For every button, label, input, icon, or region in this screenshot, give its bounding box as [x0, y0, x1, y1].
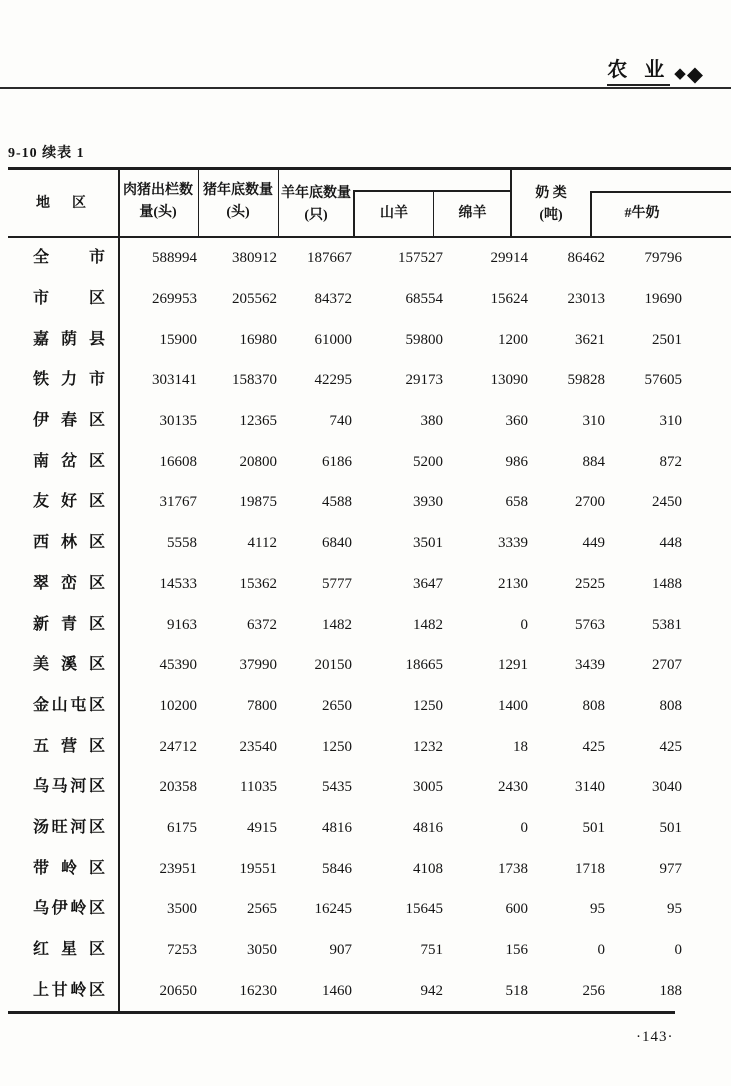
- diamond-icon: ◆: [674, 66, 686, 82]
- value-cow-milk: 3040: [652, 779, 682, 796]
- value-sheep-yearend: 42295: [314, 372, 352, 389]
- value-pigs-slaughtered: 20358: [159, 779, 197, 796]
- table-continuation-note: 9-10 续表 1: [8, 146, 85, 161]
- value-sheep: 1291: [498, 657, 528, 674]
- value-sheep: 13090: [490, 372, 528, 389]
- cow-milk-box-top: [590, 191, 731, 193]
- value-milk: 808: [582, 697, 605, 714]
- value-sheep: 360: [505, 413, 528, 430]
- value-pigs-yearend: 23540: [239, 738, 277, 755]
- region-name: 翠峦区: [33, 574, 105, 592]
- value-pigs-yearend: 15362: [239, 575, 277, 592]
- value-cow-milk: 2707: [652, 657, 682, 674]
- value-pigs-yearend: 2565: [247, 901, 277, 918]
- value-milk: 59828: [567, 372, 605, 389]
- value-pigs-yearend: 12365: [239, 413, 277, 430]
- region-name: 全市: [33, 249, 105, 267]
- value-sheep-yearend: 1482: [322, 616, 352, 633]
- value-milk: 2700: [575, 494, 605, 511]
- value-milk: 3621: [575, 331, 605, 348]
- value-pigs-slaughtered: 45390: [159, 657, 197, 674]
- value-sheep-yearend: 5435: [322, 779, 352, 796]
- table-row: [8, 645, 731, 686]
- goat-sheep-box-top: [353, 190, 511, 192]
- header-sheep: 绵羊: [458, 206, 487, 221]
- value-cow-milk: 57605: [644, 372, 682, 389]
- value-sheep: 518: [505, 982, 528, 999]
- value-sheep-yearend: 61000: [314, 331, 352, 348]
- value-cow-milk: 501: [659, 819, 682, 836]
- table-row: [8, 970, 731, 1011]
- value-pigs-slaughtered: 5558: [167, 535, 197, 552]
- value-pigs-yearend: 7800: [247, 697, 277, 714]
- goat-sheep-box-divider: [433, 191, 434, 236]
- page-header-rule: [0, 87, 731, 89]
- value-pigs-slaughtered: 23951: [159, 860, 197, 877]
- header-cow-milk: #牛奶: [624, 206, 660, 221]
- value-pigs-slaughtered: 20650: [159, 982, 197, 999]
- table-row: [8, 808, 731, 849]
- value-goats: 3501: [413, 535, 443, 552]
- value-cow-milk: 5381: [652, 616, 682, 633]
- value-sheep: 15624: [490, 291, 528, 308]
- value-goats: 1250: [413, 697, 443, 714]
- value-pigs-yearend: 4915: [247, 819, 277, 836]
- value-pigs-yearend: 4112: [247, 535, 277, 552]
- region-name: 上甘岭区: [33, 981, 105, 999]
- value-milk: 23013: [567, 291, 605, 308]
- header-pigs-yearend-unit: (头): [226, 205, 250, 220]
- value-pigs-yearend: 19875: [239, 494, 277, 511]
- value-goats: 157527: [398, 250, 443, 267]
- value-sheep: 2130: [498, 575, 528, 592]
- value-pigs-yearend: 380912: [232, 250, 277, 267]
- value-sheep: 1400: [498, 697, 528, 714]
- value-sheep-yearend: 20150: [314, 657, 352, 674]
- value-goats: 751: [420, 942, 443, 959]
- region-name: 南岔区: [33, 452, 105, 470]
- value-sheep-yearend: 4816: [322, 819, 352, 836]
- value-pigs-slaughtered: 24712: [159, 738, 197, 755]
- region-name: 汤旺河区: [33, 818, 105, 836]
- value-cow-milk: 872: [659, 453, 682, 470]
- table-row: [8, 726, 731, 767]
- table-row: [8, 604, 731, 645]
- value-pigs-yearend: 3050: [247, 942, 277, 959]
- value-sheep: 986: [505, 453, 528, 470]
- value-milk: 425: [582, 738, 605, 755]
- region-name: 美溪区: [33, 656, 105, 674]
- value-pigs-yearend: 205562: [232, 291, 277, 308]
- value-cow-milk: 19690: [644, 291, 682, 308]
- value-cow-milk: 977: [659, 860, 682, 877]
- diamond-icon: ◆: [686, 62, 703, 86]
- header-sheep-yearend: 羊年底数量: [281, 186, 351, 201]
- value-milk: 5763: [575, 616, 605, 633]
- region-name: 市区: [33, 290, 105, 308]
- value-goats: 3005: [413, 779, 443, 796]
- value-goats: 4108: [413, 860, 443, 877]
- value-goats: 5200: [413, 453, 443, 470]
- value-cow-milk: 448: [659, 535, 682, 552]
- value-sheep: 2430: [498, 779, 528, 796]
- value-pigs-slaughtered: 10200: [159, 697, 197, 714]
- value-pigs-yearend: 158370: [232, 372, 277, 389]
- region-name: 带岭区: [33, 859, 105, 877]
- region-name: 五营区: [33, 737, 105, 755]
- region-name: 金山屯区: [33, 696, 105, 714]
- table-row: [8, 482, 731, 523]
- table-body: [8, 238, 731, 1011]
- table-row: [8, 401, 731, 442]
- column-divider: [198, 169, 199, 237]
- value-pigs-slaughtered: 30135: [159, 413, 197, 430]
- value-milk: 1718: [575, 860, 605, 877]
- value-sheep-yearend: 4588: [322, 494, 352, 511]
- value-sheep-yearend: 1250: [322, 738, 352, 755]
- value-pigs-slaughtered: 16608: [159, 453, 197, 470]
- value-cow-milk: 95: [667, 901, 682, 918]
- value-milk: 256: [582, 982, 605, 999]
- value-cow-milk: 79796: [644, 250, 682, 267]
- value-sheep: 658: [505, 494, 528, 511]
- value-pigs-slaughtered: 7253: [167, 942, 197, 959]
- value-sheep: 156: [505, 942, 528, 959]
- value-goats: 68554: [405, 291, 443, 308]
- value-pigs-slaughtered: 15900: [159, 331, 197, 348]
- value-cow-milk: 808: [659, 697, 682, 714]
- value-milk: 501: [582, 819, 605, 836]
- table-row: [8, 238, 731, 279]
- value-pigs-yearend: 37990: [239, 657, 277, 674]
- value-sheep: 3339: [498, 535, 528, 552]
- value-goats: 29173: [405, 372, 443, 389]
- value-sheep: 600: [505, 901, 528, 918]
- table-row: [8, 889, 731, 930]
- cow-milk-box-left: [590, 191, 592, 236]
- value-sheep-yearend: 740: [329, 413, 352, 430]
- value-sheep-yearend: 1460: [322, 982, 352, 999]
- value-pigs-slaughtered: 588994: [152, 250, 197, 267]
- value-sheep: 0: [520, 616, 528, 633]
- region-name: 友好区: [33, 493, 105, 511]
- table-row: [8, 686, 731, 727]
- region-name: 乌马河区: [33, 778, 105, 796]
- value-sheep: 1200: [498, 331, 528, 348]
- header-pigs-yearend: 猪年底数量: [203, 183, 273, 198]
- value-cow-milk: 188: [659, 982, 682, 999]
- table-row: [8, 360, 731, 401]
- value-goats: 59800: [405, 331, 443, 348]
- value-sheep-yearend: 84372: [314, 291, 352, 308]
- value-pigs-yearend: 11035: [240, 779, 277, 796]
- value-sheep: 29914: [490, 250, 528, 267]
- value-cow-milk: 1488: [652, 575, 682, 592]
- table-top-border: [8, 167, 731, 170]
- table-row: [8, 441, 731, 482]
- value-goats: 380: [420, 413, 443, 430]
- header-region: 地区: [36, 196, 86, 211]
- page-number: ·143·: [636, 1029, 674, 1045]
- header-milk-unit: (吨): [539, 208, 563, 223]
- region-name: 乌伊岭区: [33, 900, 105, 918]
- region-name: 红星区: [33, 941, 105, 959]
- value-cow-milk: 0: [674, 942, 682, 959]
- value-milk: 3439: [575, 657, 605, 674]
- value-milk: 310: [582, 413, 605, 430]
- value-sheep: 18: [513, 738, 528, 755]
- value-pigs-slaughtered: 3500: [167, 901, 197, 918]
- table-row: [8, 523, 731, 564]
- column-divider: [278, 169, 279, 237]
- value-milk: 884: [582, 453, 605, 470]
- region-name: 西林区: [33, 534, 105, 552]
- region-name: 新青区: [33, 615, 105, 633]
- value-sheep-yearend: 907: [329, 942, 352, 959]
- value-goats: 3647: [413, 575, 443, 592]
- value-goats: 3930: [413, 494, 443, 511]
- region-name: 嘉荫县: [33, 330, 105, 348]
- value-pigs-yearend: 6372: [247, 616, 277, 633]
- value-sheep-yearend: 6840: [322, 535, 352, 552]
- table-row: [8, 319, 731, 360]
- value-sheep-yearend: 5777: [322, 575, 352, 592]
- region-name: 铁力市: [33, 371, 105, 389]
- value-goats: 1482: [413, 616, 443, 633]
- value-sheep-yearend: 187667: [307, 250, 352, 267]
- value-milk: 3140: [575, 779, 605, 796]
- value-milk: 86462: [567, 250, 605, 267]
- value-pigs-yearend: 16230: [239, 982, 277, 999]
- value-milk: 2525: [575, 575, 605, 592]
- table-row: [8, 930, 731, 971]
- value-pigs-slaughtered: 269953: [152, 291, 197, 308]
- table-row: [8, 279, 731, 320]
- value-milk: 0: [597, 942, 605, 959]
- value-pigs-slaughtered: 303141: [152, 372, 197, 389]
- header-milk: 奶 类: [535, 186, 567, 201]
- table-row: [8, 564, 731, 605]
- value-sheep-yearend: 5846: [322, 860, 352, 877]
- table-bottom-border: [8, 1011, 675, 1014]
- table-row: [8, 767, 731, 808]
- value-goats: 1232: [413, 738, 443, 755]
- value-sheep: 0: [520, 819, 528, 836]
- value-pigs-yearend: 16980: [239, 331, 277, 348]
- value-sheep-yearend: 16245: [314, 901, 352, 918]
- value-pigs-slaughtered: 31767: [159, 494, 197, 511]
- value-milk: 95: [590, 901, 605, 918]
- value-goats: 18665: [405, 657, 443, 674]
- value-cow-milk: 2450: [652, 494, 682, 511]
- value-cow-milk: 310: [659, 413, 682, 430]
- value-pigs-yearend: 20800: [239, 453, 277, 470]
- masthead: [607, 56, 703, 86]
- group-column-divider: [510, 169, 512, 237]
- value-goats: 942: [420, 982, 443, 999]
- section-title: 农 业: [607, 57, 670, 86]
- table-row: [8, 848, 731, 889]
- value-sheep-yearend: 2650: [322, 697, 352, 714]
- value-cow-milk: 2501: [652, 331, 682, 348]
- value-pigs-yearend: 19551: [239, 860, 277, 877]
- value-goats: 4816: [413, 819, 443, 836]
- value-sheep: 1738: [498, 860, 528, 877]
- header-sheep-yearend-unit: (只): [304, 208, 328, 223]
- header-pigs-slaughtered: 肉猪出栏数: [123, 183, 193, 198]
- value-pigs-slaughtered: 6175: [167, 819, 197, 836]
- header-pigs-slaughtered-unit: 量(头): [139, 205, 177, 220]
- header-goats: 山羊: [380, 206, 408, 221]
- region-name: 伊春区: [33, 412, 105, 430]
- value-milk: 449: [582, 535, 605, 552]
- value-sheep-yearend: 6186: [322, 453, 352, 470]
- value-pigs-slaughtered: 14533: [159, 575, 197, 592]
- value-pigs-slaughtered: 9163: [167, 616, 197, 633]
- value-goats: 15645: [405, 901, 443, 918]
- value-cow-milk: 425: [659, 738, 682, 755]
